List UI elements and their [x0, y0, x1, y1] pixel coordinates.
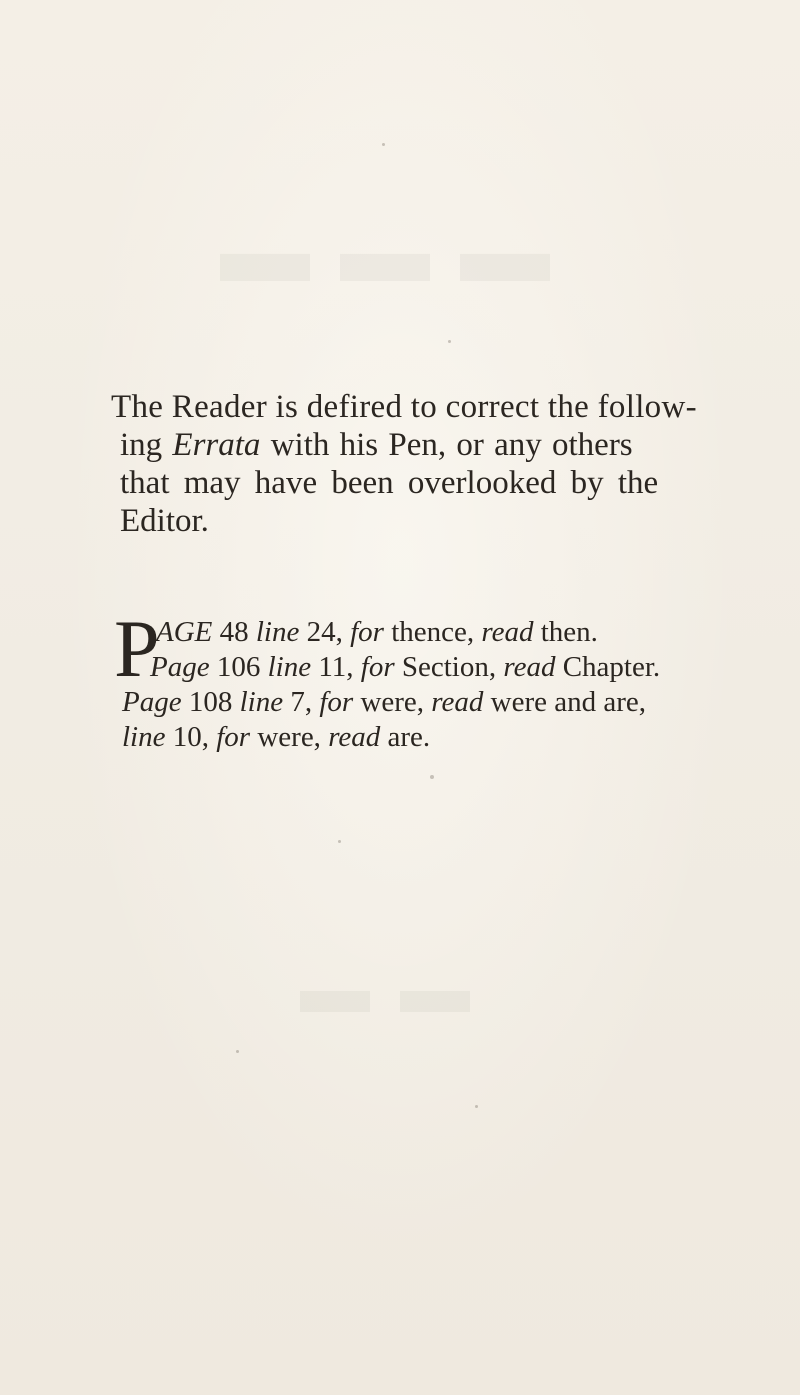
notice-line-4: Editor.: [120, 503, 209, 539]
notice-line-1: The Reader is defired to correct the follow-: [111, 389, 697, 425]
errata-entry: Page 108 line 7, for were, read were and are,: [122, 686, 646, 718]
paper-speck: [448, 340, 451, 343]
paper-speck: [236, 1050, 239, 1053]
paper-speck: [382, 143, 385, 146]
bleed-through-decoration: ▬▬: [300, 951, 500, 1028]
drop-cap: P: [114, 603, 160, 694]
errata-entry: Page 106 line 11, for Section, read Chapter.: [150, 651, 661, 683]
errata-entry: line 10, for were, read are.: [122, 721, 431, 753]
reader-notice: [111, 388, 720, 540]
bleed-through-decoration: ▬▬▬: [220, 202, 580, 301]
paper-speck: [475, 1105, 478, 1108]
errata-entry: P AGE 48 line 24, for thence, read then.: [114, 603, 598, 694]
notice-line-2: ing Errata with his Pen, or any others: [120, 427, 633, 463]
errata-word: Errata: [172, 427, 261, 463]
paper-speck: [430, 775, 434, 779]
notice-line-3: that may have been overlooked by the: [120, 465, 659, 501]
errata-list: [114, 603, 742, 755]
paper-speck: [338, 840, 341, 843]
